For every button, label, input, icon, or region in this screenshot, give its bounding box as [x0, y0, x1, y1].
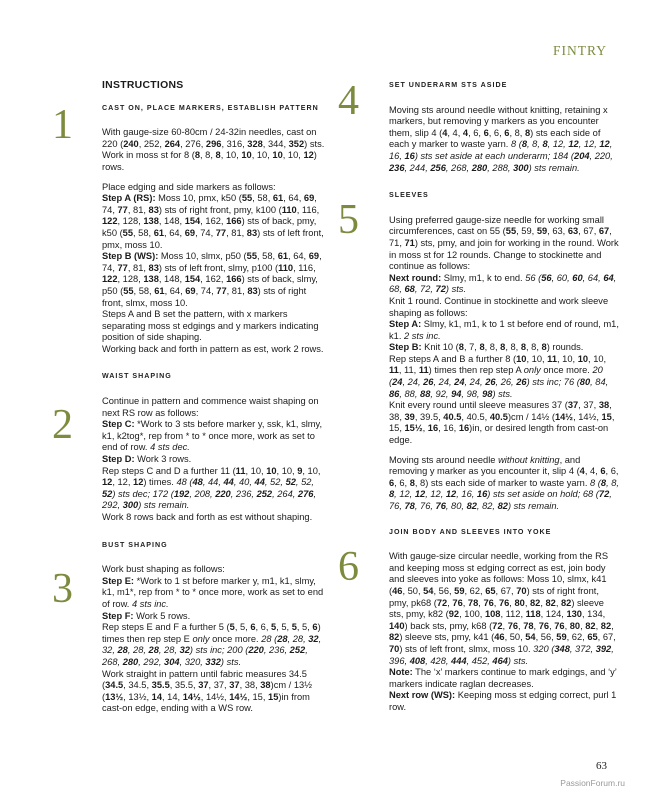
step-number-6: 6	[338, 544, 359, 590]
paragraph-markers: Place edging and side markers as follows: Step A (RS): Moss 10, pmx, k50 (55, 58, 61, 64, 69, 74, 77, 81, 83) sts of right front, pmy, k100 (110, 116, 122, 128, 138, 148, 154, 162, 166) sts of back, pmy, k50 (55, 58, 61, 64, 69, 74, 77, 81, 83) sts of left front, pmx, moss 10. Step B (WS): Moss 10, slmx, p50 (55, 58, 61, 64, 69, 74, 77, 81, 83) sts of left front, slmy, p100 (110, 116, 122, 128, 138, 148, 154, 162, 166) sts of back, slmy, p50 (55, 58, 61, 64, 69, 74, 77, 81, 83) sts of right front, slmx, moss 10. Steps A and B set the pattern, with x markers separating moss st edgings and y markers indicating position of side shaping. Working back and forth in pattern as est, work 2 rows.	[102, 181, 324, 354]
section-heading-4: SET UNDERARM STS ASIDE	[389, 81, 508, 89]
left-column	[102, 80, 328, 723]
paragraph-underarm: Moving sts around needle without knitting, retaining x markers, but removing y markers as you encounter them, slip 4 (4, 4, 4, 6, 6, 6, 6, 8, 8) sts each side of each y marker to waste yarn. 8 (8, 8, 8, 12, 12, 12, 12, 16, 16) sts set aside at each underarm; 184 (204, 220, 236, 244, 256, 268, 280, 288, 300) sts remain.	[389, 104, 613, 173]
section-heading-3: BUST SHAPING	[102, 540, 168, 549]
step-number-5: 5	[338, 197, 359, 243]
paragraph-cast-on: With gauge-size 60-80cm / 24-32in needles, cast on 220 (240, 252, 264, 276, 296, 316, 328, 344, 352) sts. Work in moss st for 8 (8, 8, 8, 10, 10, 10, 10, 10, 12) rows.	[102, 127, 325, 172]
step-number-4: 4	[338, 78, 359, 124]
running-head: FINTRY	[552, 43, 607, 58]
paragraph-sleeve-sts-aside: Moving sts around needle without knitting, and removing y marker as you encounter it, slip 4 (4, 4, 6, 6, 6, 6, 8, 8) sts each side of marker to waste yarn. 8 (8, 8, 8, 12, 12, 12, 12, 16, 16) sts set aside on hold; 68 (72, 76, 78, 76, 76, 80, 82, 82, 82) sts remain.	[389, 454, 619, 511]
paragraph-waist: Continue in pattern and commence waist shaping on next RS row as follows: Step C: *Work to 3 sts before marker y, ssk, k1, slmy, k1, k2tog*, rep from * to * once more, work as set to end of row. 4 sts dec. Step D: Work 3 rows. Rep steps C and D a further 11 (11, 10, 10, 10, 9, 10, 12, 12, 12) times. 48 (48, 44, 44, 40, 44, 52, 52, 52, 52) sts dec; 172 (192, 208, 220, 236, 252, 264, 276, 292, 300) sts remain. Work 8 rows back and forth as est without shaping.	[102, 396, 323, 522]
section-heading-1: CAST ON, PLACE MARKERS, ESTABLISH PATTERN	[102, 103, 319, 112]
paragraph-yoke: With gauge-size circular needle, working from the RS and keeping moss st edging correct as est, join body and sleeves into yoke as follows: Moss 10, slmx, k41 (46, 50, 54, 56, 59, 62, 65, 67, 70) sts of right front, pmy, pk68 (72, 76, 78, 76, 76, 80, 82, 82, 82) sleeve sts, pmy, k82 (92, 100, 108, 112, 118, 124, 130, 134, 140) back sts, pmy, k68 (72, 76, 78, 76, 76, 80, 82, 82, 82) sleeve sts, pmy, k41 (46, 50, 54, 56, 59, 62, 65, 67, 70) sts of left front, slmx, moss 10. 320 (348, 372, 392, 396, 408, 428, 444, 452, 464) sts. Note: The ‘x’ markers continue to mark edgings, and ‘y’ markers indicate raglan decreases. Next row (WS): Keeping moss st edging correct, purl 1 row.	[389, 551, 617, 712]
section-heading-2: WAIST SHAPING	[102, 372, 172, 381]
section-heading-6: JOIN BODY AND SLEEVES INTO YOKE	[389, 527, 552, 536]
watermark: PassionForum.ru	[560, 778, 625, 788]
instructions-title: INSTRUCTIONS	[102, 80, 184, 91]
section-heading-5: SLEEVES	[389, 191, 429, 200]
step-number-1: 1	[52, 102, 73, 148]
right-column	[389, 80, 619, 722]
paragraph-bust: Work bust shaping as follows: Step E: *Work to 1 st before marker y, m1, k1, slmy, k1, m1*, rep from * to * once more, work as set to end of row. 4 sts inc. Step F: Work 5 rows. Rep steps E and F a further 5 (5, 5, 6, 6, 5, 5, 5, 5, 6) times then rep step E only once more. 28 (28, 28, 32, 32, 28, 28, 28, 28, 32) sts inc; 200 (220, 236, 252, 268, 280, 292, 304, 320, 332) sts. Work straight in pattern until fabric measures 34.5 (34.5, 34.5, 35.5, 35.5, 37, 37, 37, 38, 38)cm / 13½ (13½, 13½, 14, 14, 14½, 14½, 14½, 15, 15)in from cast-on edge, ending with a WS row.	[102, 564, 324, 714]
step-number-3: 3	[52, 566, 73, 612]
paragraph-sleeves: Using preferred gauge-size needle for working small circumferences, cast on 55 (55, 59, 59, 63, 63, 67, 67, 71, 71) sts, pmy, and join for working in the round. Work in moss st for 12 rounds. Change to stockinette and continue as follows: Next round: Slmy, m1, k to end. 56 (56, 60, 60, 64, 64, 68, 68, 72, 72) sts. Knit 1 round. Continue in stockinette and work sleeve shaping as follows: Step A: Slmy, k1, m1, k to 1 st before end of round, m1, k1. 2 sts inc. Step B: Knit 10 (8, 7, 8, 8, 8, 8, 8, 8, 8) rounds. Rep steps A and B a further 8 (10, 10, 11, 10, 10, 10, 11, 11, 11) times then rep step A only once more. 20 (24, 24, 26, 24, 24, 24, 26, 26, 26) sts inc; 76 (80, 84, 86, 88, 88, 92, 94, 98, 98) sts. Knit every round until sleeve measures 37 (37, 37, 38, 38, 39, 39.5, 40.5, 40.5, 40.5)cm / 14½ (14½, 14½, 15, 15, 15½, 16, 16, 16)in, or desired length from cast-on edge.	[389, 214, 619, 446]
step-number-2: 2	[52, 402, 73, 448]
page-number: 63	[596, 760, 607, 772]
